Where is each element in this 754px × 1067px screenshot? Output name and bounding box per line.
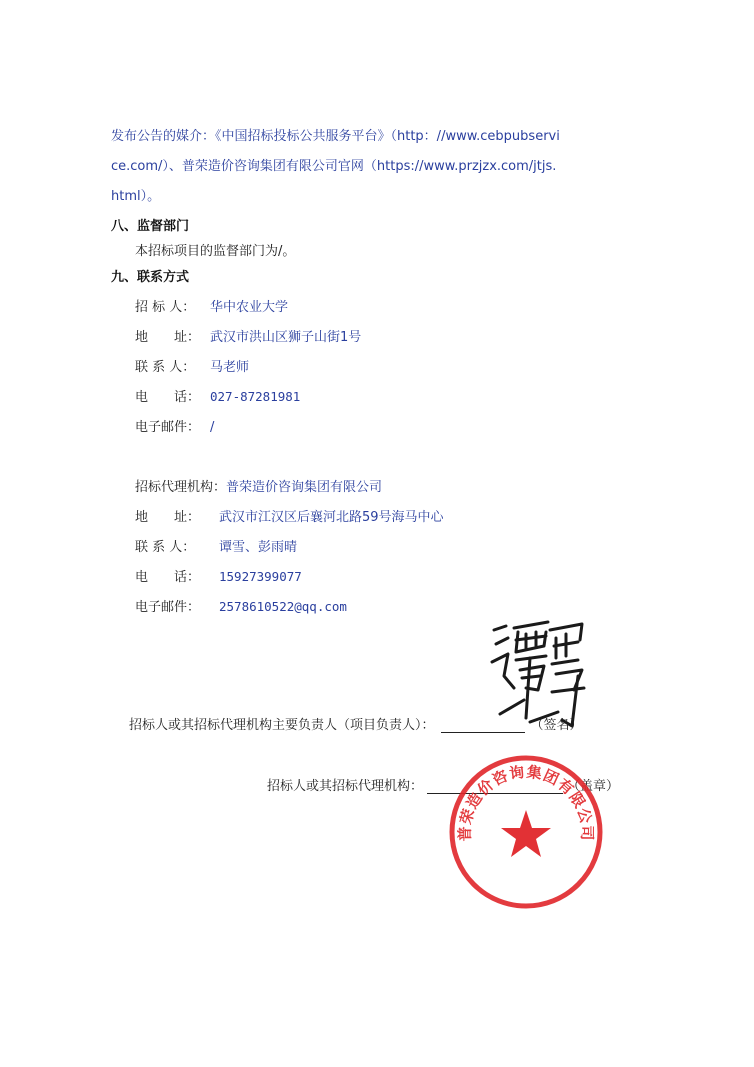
agency-email-label: 电子邮件： — [135, 600, 201, 615]
signer-row — [129, 714, 583, 733]
notice-media-line-2: ce.com/）、普荣造价咨询集团有限公司官网（https://www.przjzx.com/jtjs. — [111, 159, 557, 174]
tenderer-phone: 027-87281981 — [210, 389, 301, 404]
tenderer-name: 华中农业大学 — [210, 300, 289, 315]
tenderer-name-row — [135, 296, 288, 315]
signer-suffix: （签名） — [530, 718, 583, 733]
tenderer-email: / — [210, 420, 215, 435]
signer-label: 招标人或其招标代理机构主要负责人（项目负责人）： — [129, 718, 435, 733]
tenderer-address: 武汉市洪山区狮子山街1号 — [210, 330, 362, 345]
tenderer-address-row — [135, 326, 361, 345]
org-suffix: （盖章） — [567, 779, 620, 794]
tenderer-email-label: 电子邮件： — [135, 420, 201, 435]
agency-email: 2578610522@qq.com — [219, 599, 347, 614]
signature-line — [441, 716, 525, 733]
svg-text:普荣造价咨询集团有限公司: 普荣造价咨询集团有限公司 — [455, 762, 597, 842]
tenderer-phone-label: 电 话： — [135, 390, 201, 405]
supervision-text: 本招标项目的监督部门为/。 — [135, 244, 296, 259]
section-8-heading: 八、监督部门 — [111, 219, 190, 234]
agency-phone-label: 电 话： — [135, 570, 201, 585]
agency-phone: 15927399077 — [219, 569, 302, 584]
org-label: 招标人或其招标代理机构： — [267, 779, 424, 794]
notice-media-line-3: html）。 — [111, 189, 161, 204]
tenderer-name-label: 招 标 人： — [135, 300, 196, 315]
tenderer-contact: 马老师 — [210, 360, 250, 375]
company-seal — [446, 752, 606, 912]
seal-star-icon — [501, 810, 551, 857]
agency-name: 普荣造价咨询集团有限公司 — [226, 480, 383, 495]
agency-contact-label: 联 系 人： — [135, 540, 196, 555]
agency-contact: 谭雪、彭雨晴 — [219, 540, 298, 555]
agency-address: 武汉市江汉区后襄河北路59号海马中心 — [219, 510, 444, 525]
tenderer-contact-label: 联 系 人： — [135, 360, 196, 375]
agency-name-row — [135, 476, 382, 495]
agency-address-row — [135, 506, 444, 525]
agency-phone-row — [135, 566, 302, 585]
section-9-heading: 九、联系方式 — [111, 270, 190, 285]
tenderer-phone-row — [135, 386, 300, 405]
agency-email-row — [135, 596, 347, 615]
notice-media-line-1: 发布公告的媒介：《中国招标投标公共服务平台》（http：//www.cebpubservi — [111, 129, 560, 144]
tenderer-email-row — [135, 416, 214, 435]
tenderer-address-label: 地 址： — [135, 330, 201, 345]
agency-address-label: 地 址： — [135, 510, 201, 525]
agency-name-label: 招标代理机构： — [135, 480, 227, 495]
agency-contact-row — [135, 536, 297, 555]
tenderer-contact-row — [135, 356, 249, 375]
